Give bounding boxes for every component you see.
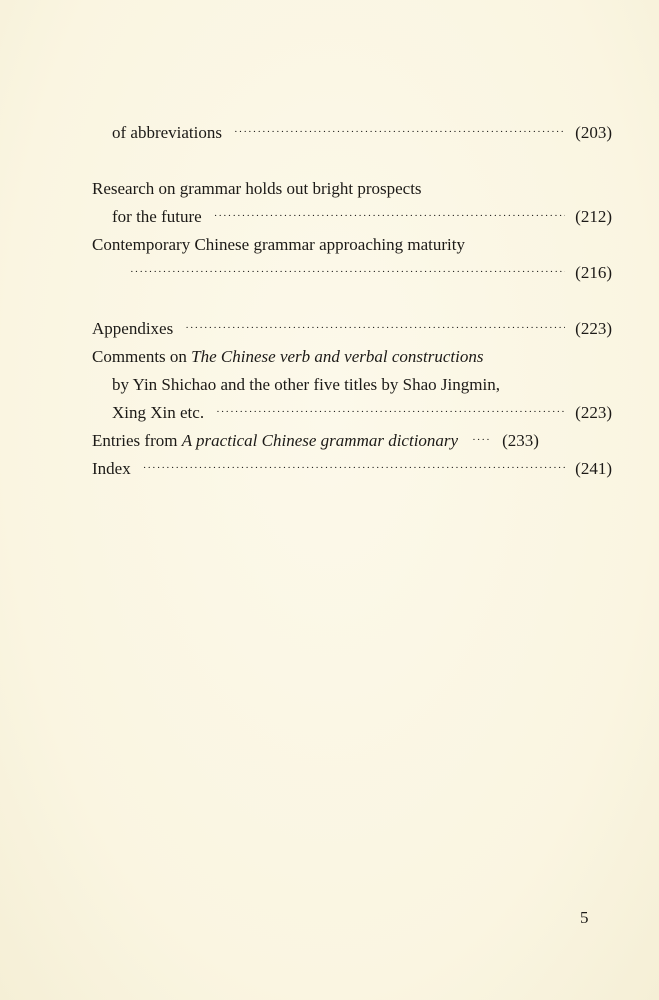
entry-label: Appendixes	[92, 319, 174, 338]
entry-label: of abbreviations	[112, 123, 222, 142]
entry-label-prefix: Comments on	[92, 347, 192, 366]
entry-label-title: A practical Chinese grammar dictionary	[181, 431, 459, 450]
entry-label: for the future	[112, 207, 202, 226]
entry-page: (212)	[575, 207, 612, 226]
entry-label: Research on grammar holds out bright prospects	[92, 179, 422, 198]
leader-dots	[472, 429, 490, 451]
toc-entry-research-line1	[92, 178, 612, 200]
entry-page: (223)	[575, 319, 612, 338]
toc-entry-research-line2	[112, 206, 612, 230]
leader-dots	[216, 401, 565, 423]
toc-entry-appendixes	[92, 318, 612, 342]
entry-page: (203)	[575, 123, 612, 142]
entry-page: (241)	[575, 459, 612, 478]
entry-label	[92, 430, 458, 452]
entry-label: Contemporary Chinese grammar approaching maturity	[92, 235, 465, 254]
entry-page: (216)	[575, 263, 612, 282]
entry-label: Xing Xin etc.	[112, 403, 205, 422]
toc-entry-abbreviations	[112, 122, 612, 146]
leader-dots	[130, 261, 565, 283]
leader-dots	[234, 121, 565, 143]
toc-entry-dictionary	[92, 430, 612, 454]
toc-entry-contemporary-line1	[92, 234, 612, 256]
leader-dots	[214, 205, 565, 227]
entry-page: (233)	[502, 431, 539, 450]
entry-label: Index	[92, 459, 131, 478]
entry-page: (223)	[575, 403, 612, 422]
toc-entry-contemporary-line2	[92, 262, 612, 286]
leader-dots	[185, 317, 565, 339]
toc-entry-index	[92, 458, 612, 482]
page-number: 5	[580, 908, 589, 927]
toc-entry-comments-line3	[112, 402, 612, 426]
toc-entry-comments-line1	[92, 346, 612, 368]
leader-dots	[143, 457, 565, 479]
toc-entry-comments-line2	[112, 374, 612, 396]
entry-label: by Yin Shichao and the other five titles by Shao Jingmin,	[112, 375, 500, 394]
entry-label-title: The Chinese verb and verbal constructions	[191, 347, 484, 366]
entry-label-prefix: Entries from	[92, 431, 182, 450]
